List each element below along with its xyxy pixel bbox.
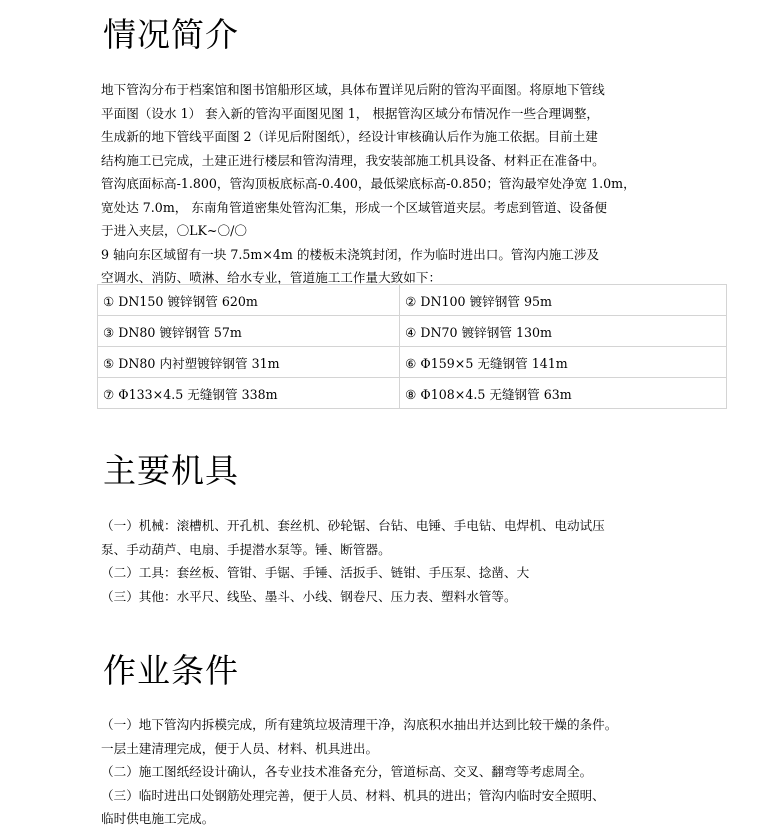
table-cell: ⑧ Φ108×4.5 无缝钢管 63m	[400, 378, 727, 409]
paragraph-line: 平面图（设水 1） 套入新的管沟平面图见图 1， 根据管沟区域分布情况作一些合理调整，	[101, 105, 600, 121]
paragraph-line: （一）地下管沟内拆模完成，所有建筑垃圾清理干净，沟底积水抽出并达到比较干燥的条件。	[101, 717, 618, 732]
section-title-equipment: 主要机具	[103, 451, 239, 490]
table-cell: ② DN100 镀锌钢管 95m	[400, 285, 727, 316]
table-cell: ① DN150 镀锌钢管 620m	[98, 285, 400, 316]
table-cell: ④ DN70 镀锌钢管 130m	[400, 316, 727, 347]
section-title-overview: 情况简介	[103, 15, 239, 54]
paragraph-line: 于进入夹层，〇LK~〇/〇	[101, 223, 247, 238]
conditions-paragraph	[101, 713, 731, 831]
paragraph-line: 一层土建清理完成，便于人员、材料、机具进出。	[101, 740, 379, 756]
paragraph-line: 空调水、消防、喷淋、给水专业，管道施工工作量大致如下：	[101, 270, 442, 285]
equipment-paragraph	[101, 514, 731, 608]
paragraph-line: 管沟底面标高-1.800，管沟顶板底标高-0.400，最低梁底标高-0.850；管沟最窄处净宽 1.0m，	[101, 176, 636, 191]
paragraph-line: （三）其他：水平尺、线坠、墨斗、小线、钢卷尺、压力表、塑料水管等。	[101, 588, 517, 604]
table-row	[98, 285, 727, 316]
table-cell: ⑥ Φ159×5 无缝钢管 141m	[400, 347, 727, 378]
table-row	[98, 347, 727, 378]
table-row	[98, 378, 727, 409]
paragraph-line: （三）临时进出口处钢筋处理完善，便于人员、材料、机具的进出；管沟内临时安全照明、	[101, 787, 605, 803]
paragraph-line: 宽处达 7.0m， 东南角管道密集处管沟汇集，形成一个区域管道夹层。考虑到管道、设备便	[101, 199, 607, 215]
paragraph-line: 9 轴向东区域留有一块 7.5m×4m 的楼板未浇筑封闭，作为临时进出口。管沟内施工涉及	[101, 246, 600, 262]
paragraph-line: （一）机械：滚槽机、开孔机、套丝机、砂轮锯、台钻、电锤、手电钻、电焊机、电动试压	[101, 518, 605, 533]
paragraph-line: 临时供电施工完成。	[101, 811, 215, 826]
paragraph-line: 地下管沟分布于档案馆和图书馆船形区域，具体布置详见后附的管沟平面图。将原地下管线	[101, 82, 605, 97]
paragraph-line: 泵、手动葫芦、电扇、手提潜水泵等。锤、断管器。	[101, 541, 391, 557]
section-title-conditions: 作业条件	[103, 651, 239, 690]
paragraph-line: 结构施工已完成，土建正进行楼层和管沟清理，我安装部施工机具设备、材料正在准备中。	[101, 152, 605, 168]
table-cell: ⑤ DN80 内衬塑镀锌钢管 31m	[98, 347, 400, 378]
table-row	[98, 316, 727, 347]
table-cell: ⑦ Φ133×4.5 无缝钢管 338m	[98, 378, 400, 409]
overview-paragraph	[101, 78, 731, 290]
table-cell: ③ DN80 镀锌钢管 57m	[98, 316, 400, 347]
paragraph-line: （二）施工图纸经设计确认，各专业技术准备充分，管道标高、交叉、翻弯等考虑周全。	[101, 764, 593, 779]
pipe-quantity-table	[97, 284, 727, 409]
paragraph-line: （二）工具：套丝板、管钳、手锯、手锤、活扳手、链钳、手压泵、捻凿、大	[101, 565, 530, 580]
paragraph-line: 生成新的地下管线平面图 2（详见后附图纸），经设计审核确认后作为施工依据。目前土建	[101, 129, 598, 144]
